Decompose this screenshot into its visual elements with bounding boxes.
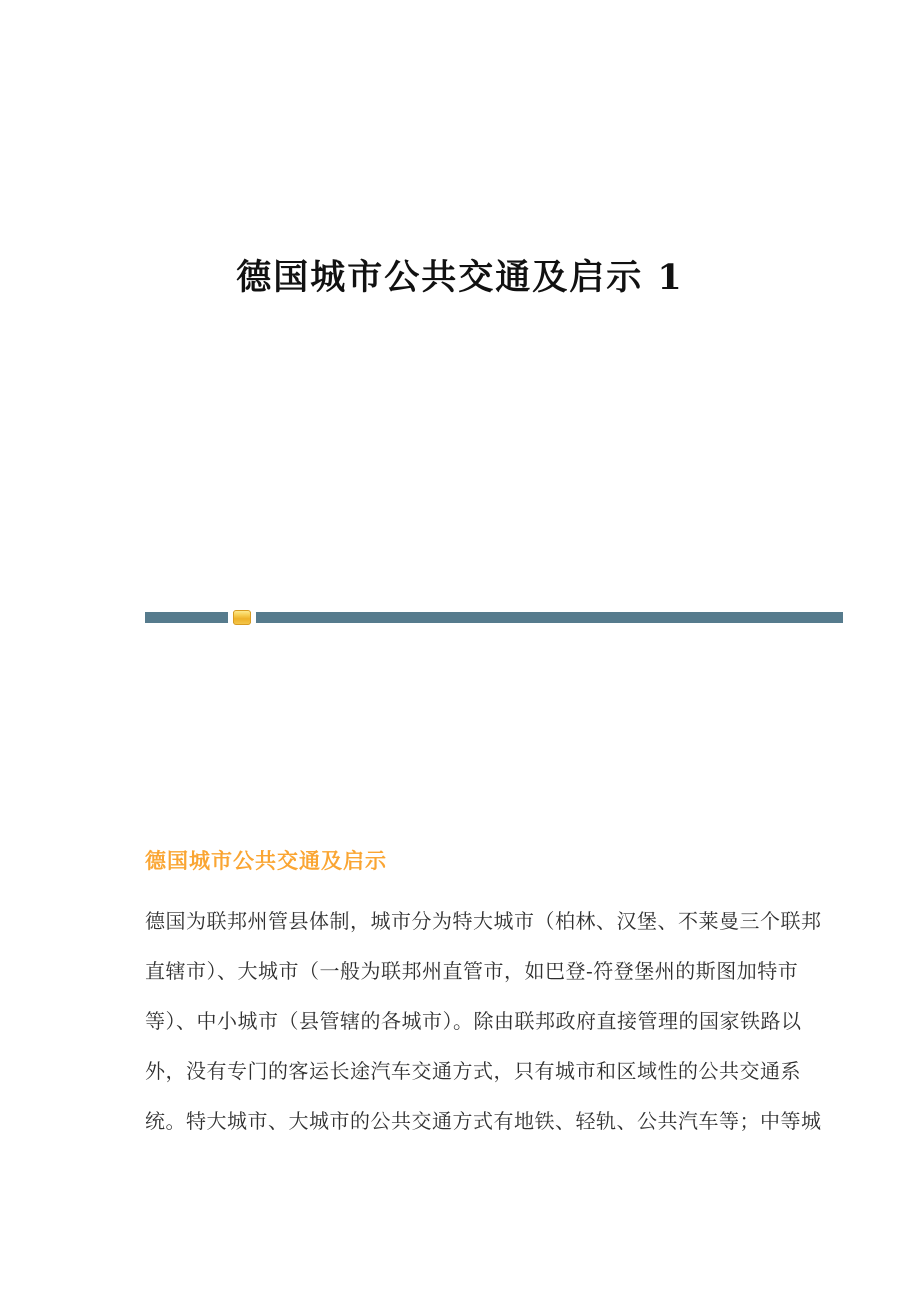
body-paragraph	[145, 896, 822, 1146]
body-line: 德国为联邦州管县体制，城市分为特大城市（柏林、汉堡、不莱曼三个联邦	[145, 909, 822, 933]
body-line: 等）、中小城市（县管辖的各城市）。除由联邦政府直接管理的国家铁路以	[145, 1009, 802, 1033]
section-divider	[145, 612, 843, 623]
body-line: 直辖市）、大城市（一般为联邦州直管市，如巴登-符登堡州的斯图加特市	[145, 959, 799, 983]
gold-marker-icon	[233, 610, 251, 625]
document-title: 德国城市公共交通及启示 1	[236, 257, 684, 298]
body-line: 统。特大城市、大城市的公共交通方式有地铁、轻轨、公共汽车等；中等城	[145, 1109, 822, 1133]
body-line: 外，没有专门的客运长途汽车交通方式，只有城市和区域性的公共交通系	[145, 1059, 801, 1083]
section-heading: 德国城市公共交通及启示	[145, 849, 387, 873]
